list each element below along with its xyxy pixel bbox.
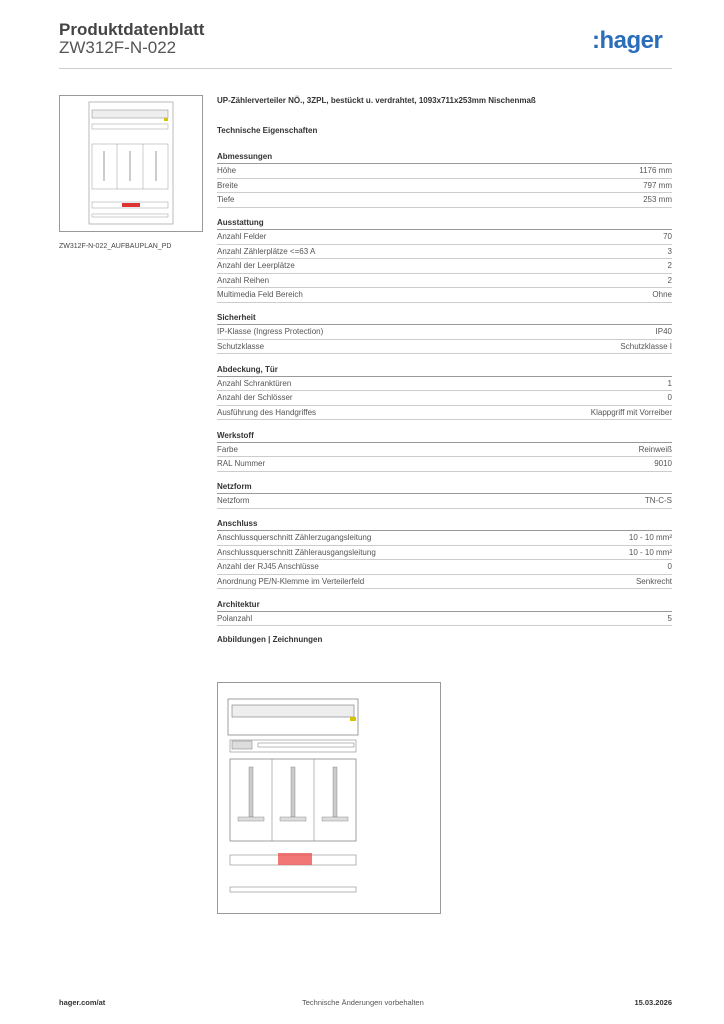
spec-value: 9010 — [654, 459, 672, 468]
spec-value: Klappgriff mit Vorreiber — [590, 407, 672, 417]
spec-row — [217, 325, 672, 340]
spec-section — [217, 598, 672, 627]
spec-value: TN-C-S — [644, 496, 672, 505]
spec-label: Polanzahl — [217, 613, 253, 623]
spec-section — [217, 480, 672, 509]
spec-value: 1176 mm — [639, 166, 672, 175]
drawings-heading: Abbildungen | Zeichnungen — [217, 634, 323, 644]
spec-value: 0 — [667, 393, 672, 402]
spec-value: 10 - 10 mm² — [628, 547, 672, 557]
spec-section — [217, 311, 672, 354]
section-heading: Ausstattung — [217, 216, 672, 230]
spec-section — [217, 150, 672, 208]
spec-label: Anschlussquerschnitt Zählerzugangsleitung — [217, 533, 372, 542]
spec-value: 10 - 10 mm² — [628, 533, 672, 542]
thumbnail-caption: ZW312F-N-022_AUFBAUPLAN_PD — [59, 243, 172, 250]
spec-section — [217, 429, 672, 472]
header-divider — [59, 68, 672, 69]
spec-label: Breite — [217, 180, 238, 190]
footer-website[interactable]: hager.com/at — [59, 998, 106, 1007]
spec-row — [217, 230, 672, 245]
spec-row — [217, 546, 672, 561]
spec-label: Ausführung des Handgriffes — [217, 407, 317, 417]
doc-title: Produktdatenblatt — [59, 20, 205, 39]
spec-value: IP40 — [655, 327, 672, 336]
spec-section — [217, 216, 672, 303]
spec-row — [217, 391, 672, 406]
spec-label: Anzahl der RJ45 Anschlüsse — [217, 562, 319, 571]
spec-label: RAL Nummer — [217, 459, 266, 468]
product-thumbnail — [59, 95, 203, 232]
tech-heading: Technische Eigenschaften — [217, 126, 318, 135]
spec-value: Reinweiß — [638, 444, 672, 454]
spec-value: 5 — [667, 613, 672, 623]
spec-row — [217, 288, 672, 303]
spec-row — [217, 193, 672, 208]
spec-row — [217, 406, 672, 421]
product-description: UP-Zählerverteiler NÖ., 3ZPL, bestückt u. verdrahtet, 1093x711x253mm Nischenmaß — [217, 96, 536, 105]
spec-value: 70 — [663, 232, 672, 241]
spec-value: 3 — [667, 246, 672, 256]
spec-label: Anzahl der Schlösser — [217, 393, 293, 402]
spec-value: 797 mm — [643, 180, 672, 190]
product-drawing — [217, 682, 441, 914]
spec-row — [217, 612, 672, 627]
section-heading: Netzform — [217, 480, 672, 494]
spec-row — [217, 377, 672, 392]
spec-value: 253 mm — [643, 195, 672, 204]
product-code: ZW312F-N-022 — [59, 38, 177, 57]
spec-value: Senkrecht — [635, 576, 672, 586]
spec-label: Tiefe — [217, 195, 235, 204]
spec-label: Anordnung PE/N-Klemme im Verteilerfeld — [217, 576, 365, 586]
spec-row — [217, 164, 672, 179]
spec-label: Farbe — [217, 444, 238, 454]
spec-label: Anzahl der Leerplätze — [217, 261, 295, 270]
spec-label: Höhe — [217, 166, 237, 175]
spec-row — [217, 259, 672, 274]
spec-label: Anschlussquerschnitt Zählerausgangsleitung — [217, 547, 376, 557]
spec-row — [217, 531, 672, 546]
spec-row — [217, 443, 672, 458]
spec-section — [217, 363, 672, 421]
section-heading: Sicherheit — [217, 311, 672, 325]
spec-label: Schutzklasse — [217, 341, 265, 351]
spec-value: 1 — [667, 378, 672, 388]
spec-value: 0 — [667, 562, 672, 571]
spec-row — [217, 457, 672, 472]
section-heading: Abdeckung, Tür — [217, 363, 672, 377]
section-heading: Anschluss — [217, 517, 672, 531]
spec-row — [217, 560, 672, 575]
spec-value: 2 — [667, 275, 672, 285]
spec-label: Multimedia Feld Bereich — [217, 290, 303, 299]
spec-area — [217, 96, 672, 644]
spec-label: IP-Klasse (Ingress Protection) — [217, 327, 324, 336]
spec-row — [217, 274, 672, 289]
spec-section — [217, 517, 672, 589]
spec-row — [217, 494, 672, 509]
spec-label: Netzform — [217, 496, 250, 505]
spec-value: Ohne — [652, 290, 672, 299]
footer-note: Technische Änderungen vorbehalten — [302, 998, 424, 1007]
spec-sections — [217, 150, 672, 626]
spec-label: Anzahl Reihen — [217, 275, 270, 285]
spec-row — [217, 179, 672, 194]
spec-row — [217, 245, 672, 260]
spec-label: Anzahl Felder — [217, 232, 267, 241]
spec-label: Anzahl Zählerplätze <=63 A — [217, 246, 316, 256]
section-heading: Werkstoff — [217, 429, 672, 443]
spec-row — [217, 340, 672, 355]
spec-value: 2 — [667, 261, 672, 270]
hager-logo: :hager — [592, 27, 663, 54]
section-heading: Architektur — [217, 598, 672, 612]
footer-date: 15.03.2026 — [634, 998, 672, 1007]
spec-row — [217, 575, 672, 590]
spec-value: Schutzklasse I — [620, 341, 672, 351]
spec-label: Anzahl Schranktüren — [217, 378, 292, 388]
section-heading: Abmessungen — [217, 150, 672, 164]
